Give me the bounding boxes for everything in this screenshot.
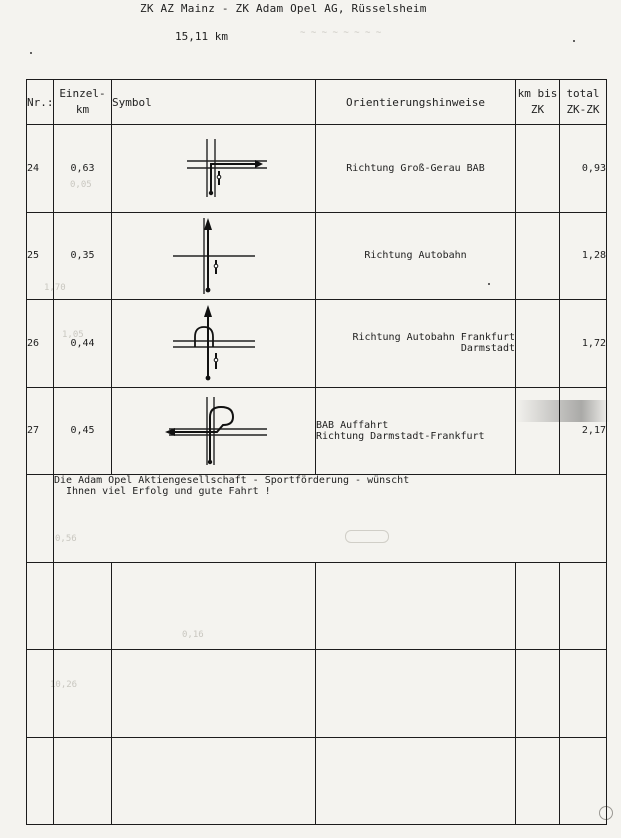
header-einzel-line2: km	[75, 103, 90, 116]
row-km-bis-zk	[516, 562, 560, 650]
bleed-through-text: ~ ~ ~ ~ ~ ~ ~ ~	[300, 28, 382, 38]
row-symbol-cell	[112, 387, 316, 475]
table-row	[27, 562, 607, 650]
row-einzel-km: 0,35	[54, 212, 112, 300]
row-symbol-cell	[112, 212, 316, 300]
header-total-zk-zk	[560, 80, 607, 125]
table-row	[27, 300, 607, 388]
bleed-through-text: 10,26	[50, 680, 78, 690]
header-kmbis-line1: km bis	[517, 87, 558, 100]
table-row	[27, 212, 607, 300]
orient-line: Richtung Autobahn Frankfurt	[352, 332, 515, 344]
row-orientierung	[316, 387, 516, 475]
ink-dot	[30, 52, 32, 54]
row-einzel-km	[54, 650, 112, 738]
bleed-through-text: 1,05	[62, 330, 84, 340]
straight-ahead-icon	[169, 216, 259, 296]
table-row	[27, 125, 607, 213]
row-total	[560, 562, 607, 650]
row-nr	[27, 650, 54, 738]
header-title: ZK AZ Mainz - ZK Adam Opel AG, Rüsselsheim	[140, 2, 427, 15]
orient-line: BAB Auffahrt	[316, 419, 389, 431]
message-line: Die Adam Opel Aktiengesellschaft - Sportförderung - wünscht	[54, 475, 410, 486]
header-symbol: Symbol	[112, 80, 316, 125]
orient-line: Richtung Autobahn	[364, 250, 467, 262]
row-symbol-cell	[112, 562, 316, 650]
header-km-bis-zk	[516, 80, 560, 125]
message-line: Ihnen viel Erfolg und gute Fahrt !	[66, 486, 271, 497]
table-row	[27, 737, 607, 825]
row-nr: 27	[27, 387, 54, 475]
orient-line: Richtung Groß-Gerau BAB	[346, 162, 485, 174]
row-symbol-cell	[112, 650, 316, 738]
bleed-through-text: 0,05	[70, 180, 92, 190]
header-total-line1: total	[566, 87, 600, 100]
row-orientierung	[316, 650, 516, 738]
header-einzel-line1: Einzel-	[59, 87, 106, 100]
row-einzel-km: 0,44	[54, 300, 112, 388]
row-km-bis-zk	[516, 212, 560, 300]
header-nr: Nr.:	[27, 80, 54, 125]
row-nr	[27, 475, 54, 563]
row-orientierung	[316, 562, 516, 650]
row-symbol-cell	[112, 737, 316, 825]
header-einzel-km	[54, 80, 112, 125]
row-nr: 26	[27, 300, 54, 388]
orient-line: Richtung Darmstadt-Frankfurt	[316, 430, 485, 442]
row-einzel-km	[54, 737, 112, 825]
row-nr: 24	[27, 125, 54, 213]
row-total: 1,72	[560, 300, 607, 388]
table-row	[27, 387, 607, 475]
table-row	[27, 650, 607, 738]
row-orientierung	[316, 212, 516, 300]
table-header-row	[27, 80, 607, 125]
row-total	[560, 737, 607, 825]
bleed-through-text: 0,56	[55, 534, 77, 544]
row-total	[560, 650, 607, 738]
header-distance: 15,11 km	[175, 30, 228, 43]
header-total-line2: ZK-ZK	[566, 103, 600, 116]
loop-ramp-left-icon	[159, 395, 269, 467]
orient-line: Darmstadt	[460, 343, 515, 355]
header-orientierung: Orientierungshinweise	[316, 80, 516, 125]
row-symbol-cell	[112, 125, 316, 213]
row-nr	[27, 562, 54, 650]
row-einzel-km	[54, 562, 112, 650]
turn-right-icon	[159, 137, 269, 199]
closing-message	[54, 475, 607, 563]
row-nr	[27, 737, 54, 825]
row-orientierung	[316, 125, 516, 213]
row-nr: 25	[27, 212, 54, 300]
row-total: 1,28	[560, 212, 607, 300]
row-km-bis-zk	[516, 650, 560, 738]
ink-dot	[573, 40, 575, 42]
row-orientierung	[316, 737, 516, 825]
bleed-through-text: 0,16	[182, 630, 204, 640]
roadbook-table	[26, 79, 607, 825]
row-km-bis-zk	[516, 300, 560, 388]
bleed-through-text: 1,70	[44, 283, 66, 293]
row-einzel-km: 0,45	[54, 387, 112, 475]
row-total: 0,93	[560, 125, 607, 213]
table-row	[27, 475, 607, 563]
row-symbol-cell	[112, 300, 316, 388]
row-km-bis-zk	[516, 737, 560, 825]
row-einzel-km: 0,63	[54, 125, 112, 213]
row-km-bis-zk	[516, 387, 560, 475]
header-kmbis-line2: ZK	[530, 103, 545, 116]
row-km-bis-zk	[516, 125, 560, 213]
row-orientierung	[316, 300, 516, 388]
u-turn-straight-icon	[169, 303, 259, 383]
row-total: 2,17	[560, 387, 607, 475]
